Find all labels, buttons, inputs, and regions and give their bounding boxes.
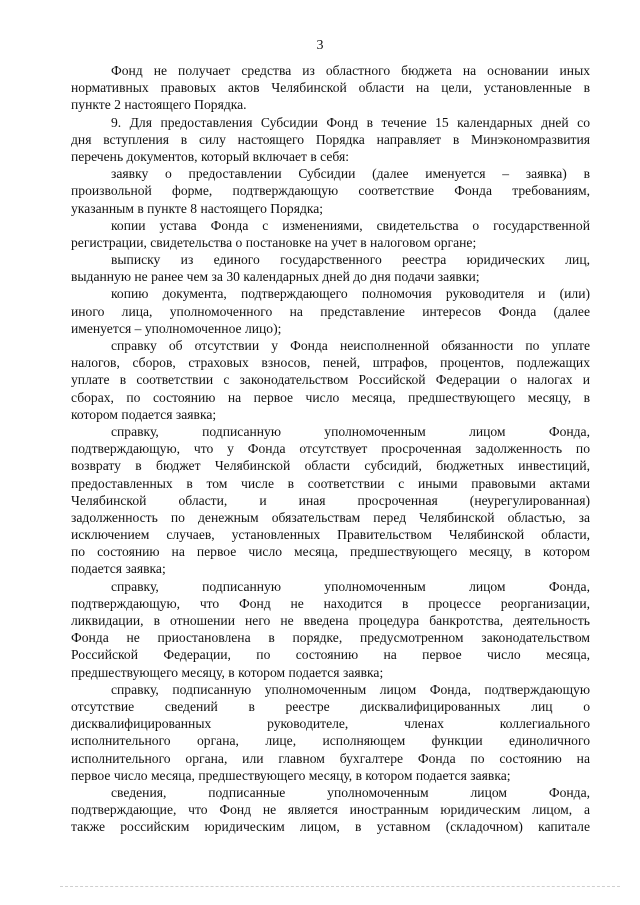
text-line: сведения, подписанные уполномоченным лицом Фонда, <box>111 784 590 800</box>
document-body <box>71 62 590 835</box>
text-line: выписку из единого государственного реестра юридических лиц, <box>111 252 590 268</box>
text-line: произвольной форме, подтверждающую соответствие Фонда требованиям, <box>71 183 590 199</box>
text-line: уплате в соответствии с законодательством Российской Федерации о налогах и <box>71 372 590 388</box>
text-line: выданную не ранее чем за 30 календарных дней до дня подачи заявки; <box>71 269 480 285</box>
text-line: справку, подписанную уполномоченным лицом Фонда, <box>111 423 590 439</box>
text-line: котором подается заявка; <box>71 406 217 422</box>
text-line: Фонд не получает средства из областного бюджета на основании иных <box>111 63 590 78</box>
text-line: дня вступления в силу настоящего Порядка направляет в Минэкономразвития <box>71 131 590 147</box>
text-line: иного лица, уполномоченного на представление интересов Фонда (далее <box>71 303 590 319</box>
text-line: также российским юридическим лицом, в уставном (складочном) капитале <box>71 819 590 835</box>
text-line: заявку о предоставлении Субсидии (далее именуется – заявка) в <box>111 166 590 182</box>
text-line: подтверждающую, что у Фонда отсутствует просроченная задолженность по <box>71 441 590 457</box>
text-line: нормативных правовых актов Челябинской области на цели, установленные в <box>71 80 590 96</box>
text-line: ликвидации, в отношении него не введена процедура банкротства, деятельность <box>71 613 590 628</box>
text-line: указанным в пункте 8 настоящего Порядка; <box>71 200 324 216</box>
text-line: подается заявка; <box>71 561 166 577</box>
text-line: копию документа, подтверждающего полномочия руководителя и (или) <box>111 286 590 302</box>
text-line: исполнительного органа, или главном бухгалтере Фонда по состоянию на <box>71 750 590 766</box>
text-line: исключением случаев, установленных Правительством Челябинской области, <box>71 527 590 543</box>
text-line: по состоянию на первое число месяца, предшествующего месяцу, в котором <box>71 544 590 560</box>
text-line: справку, подписанную уполномоченным лицом Фонда, подтверждающую <box>111 681 590 697</box>
text-line: предоставленных в том числе в соответствии с иными правовыми актами <box>71 475 590 491</box>
text-line: отсутствие сведений в реестре дисквалифицированных лиц о <box>71 698 590 714</box>
page-number: 3 <box>316 38 324 53</box>
text-line: первое число месяца, предшествующего месяцу, в котором подается заявка; <box>71 767 511 783</box>
text-line: перечень документов, который включает в себя: <box>71 148 350 164</box>
text-line: налогов, сборов, страховых взносов, пеней, штрафов, процентов, подлежащих <box>71 355 590 371</box>
text-line: исполнительного органа, лице, исполняющем функции единоличного <box>71 733 590 749</box>
text-line: сборах, по состоянию на первое число месяца, предшествующего месяцу, в <box>71 389 590 405</box>
text-line: задолженность по денежным обязательствам перед Челябинской областью, за <box>71 509 590 525</box>
text-line: пункте 2 настоящего Порядка. <box>71 97 247 113</box>
text-line: Российской Федерации, по состоянию на первое число месяца, <box>71 647 590 663</box>
text-line: возврату в бюджет Челябинской области субсидий, бюджетных инвестиций, <box>71 458 590 474</box>
text-line: Фонда не приостановлена в порядке, предусмотренном законодательством <box>71 630 590 646</box>
page-bottom-rule <box>60 886 620 887</box>
text-line: справку об отсутствии у Фонда неисполненной обязанности по уплате <box>111 338 590 353</box>
text-line: дисквалифицированных руководителе, членах коллегиального <box>71 716 590 732</box>
text-line: подтверждающую, что Фонд не находится в процессе реорганизации, <box>71 595 590 611</box>
text-line: регистрации, свидетельства о постановке на учет в налоговом органе; <box>71 234 477 250</box>
text-line: предшествующего месяцу, в котором подается заявка; <box>71 664 384 680</box>
text-line: справку, подписанную уполномоченным лицом Фонда, <box>111 578 590 594</box>
text-line: именуется – уполномоченное лицо); <box>71 320 282 336</box>
text-line: копии устава Фонда с изменениями, свидетельства о государственной <box>111 217 590 233</box>
text-line: Челябинской области, и иная просроченная (неурегулированная) <box>71 492 590 508</box>
text-line: подтверждающие, что Фонд не является иностранным юридическим лицом, а <box>71 802 590 818</box>
text-line: 9. Для предоставления Субсидии Фонд в течение 15 календарных дней со <box>111 114 590 130</box>
